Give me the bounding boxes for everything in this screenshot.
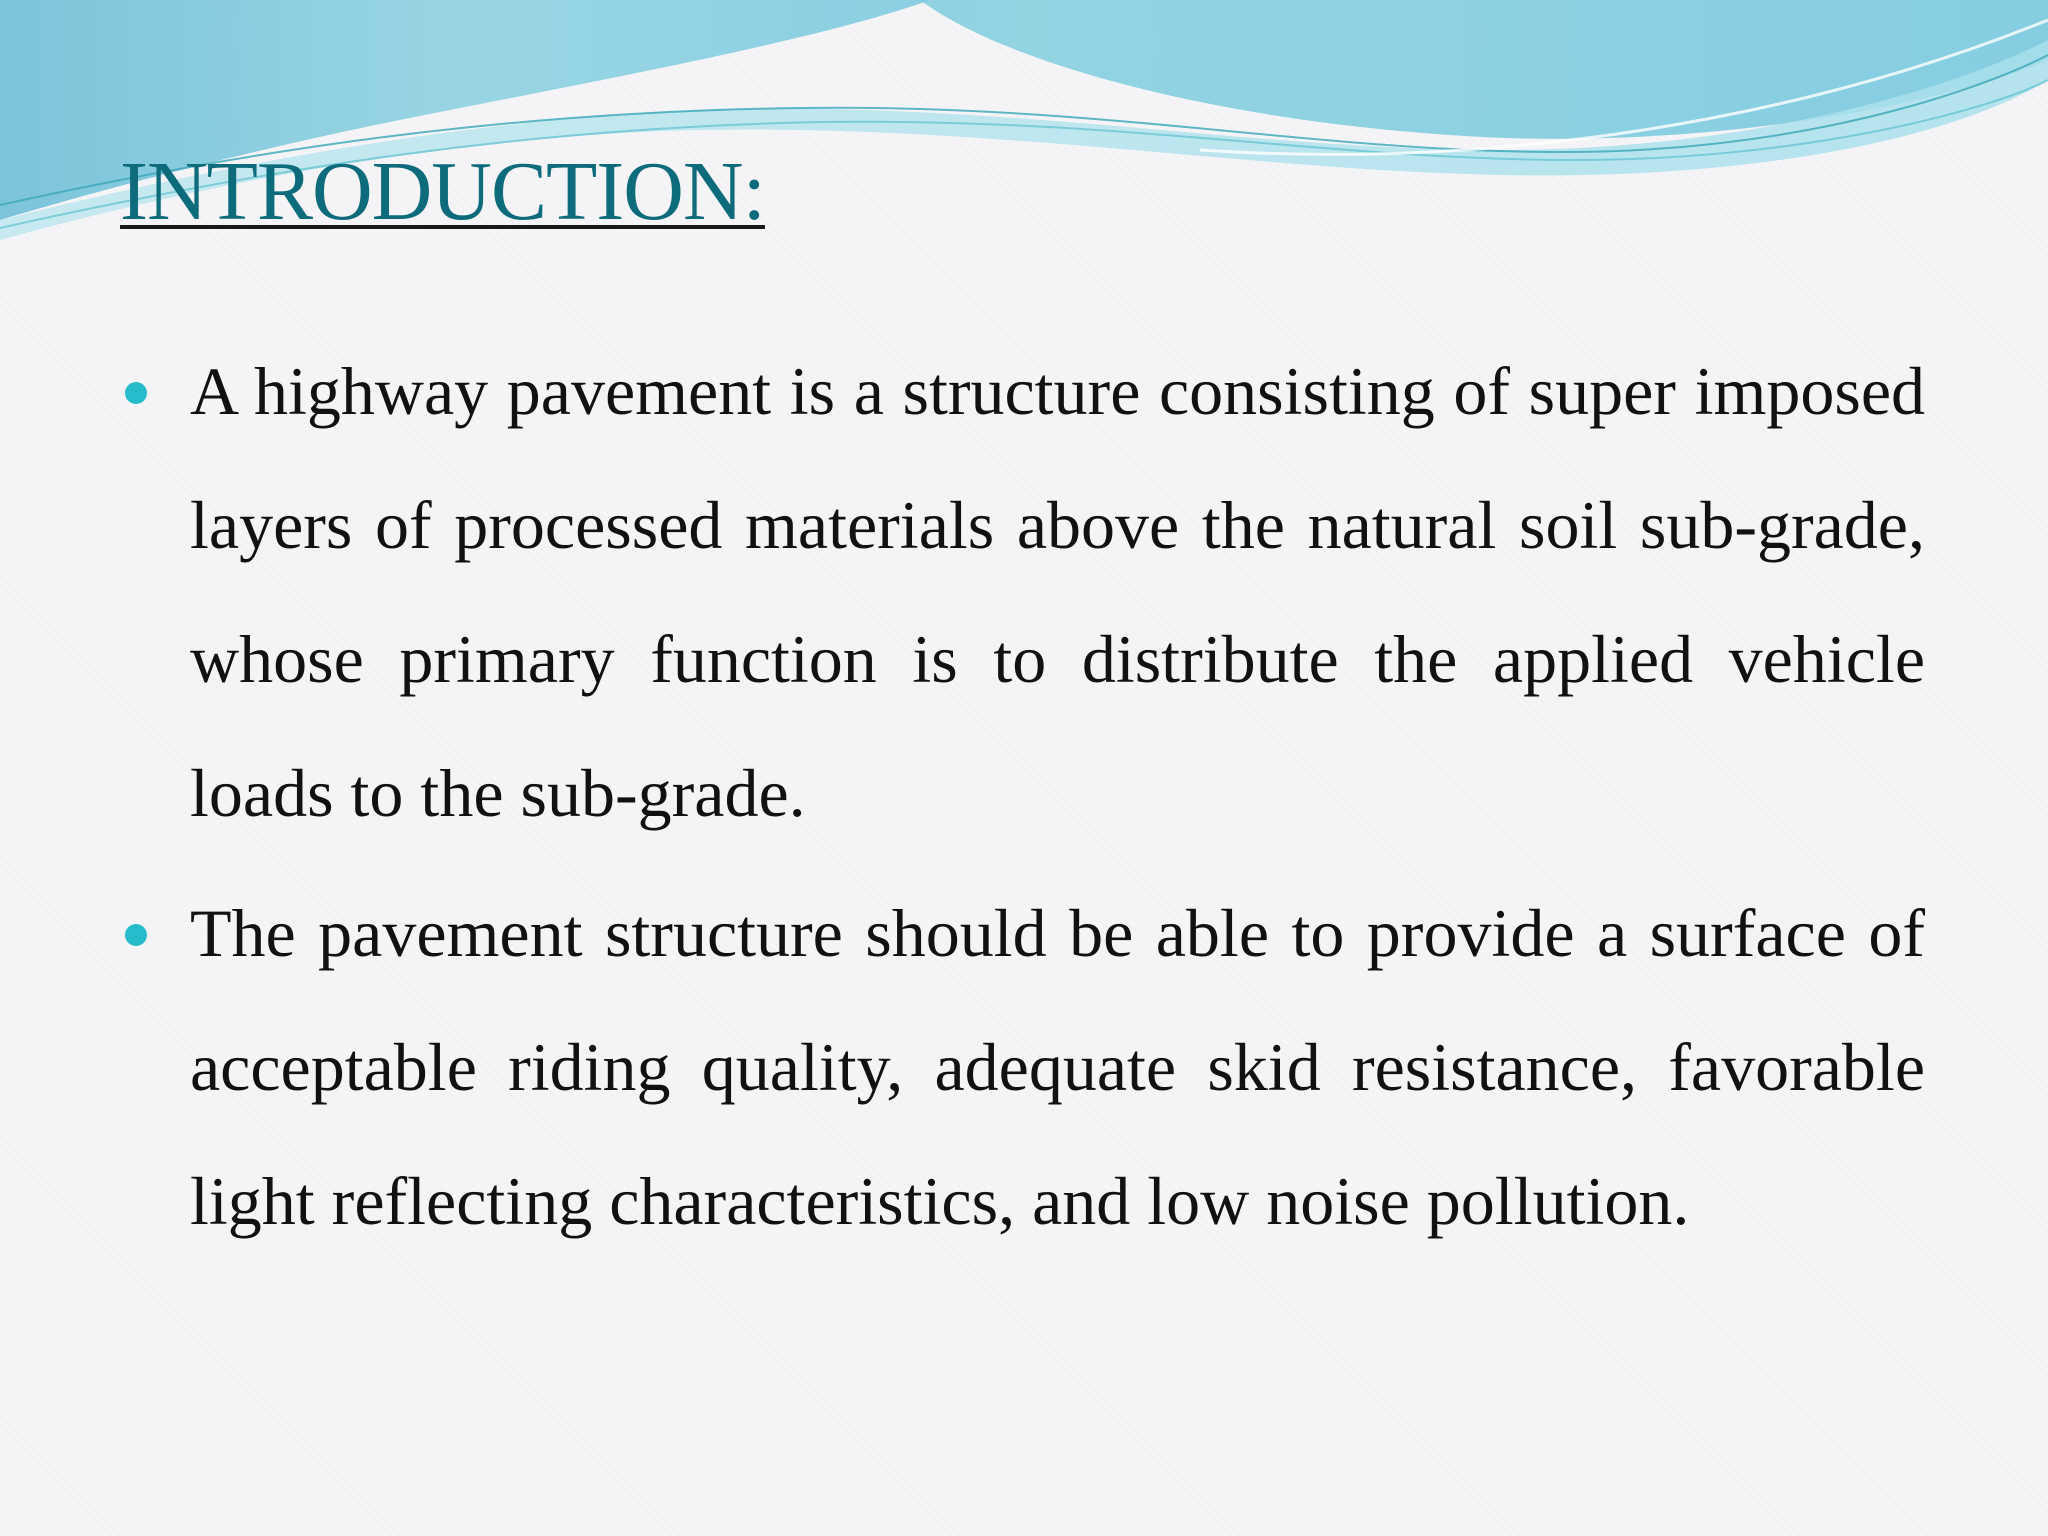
bullet-icon [125,924,147,946]
bullet-item-2 [125,882,1925,1268]
bullet-item-1 [125,340,1925,860]
bullet-list [125,340,1925,1290]
bullet-icon [125,382,147,404]
bullet-text-2: The pavement structure should be able to provide a surface of acceptable riding quality, adequate skid resistance, favorable light reflecting characteristics, and low noise pollution. [190,895,1925,1239]
bullet-text-1: A highway pavement is a structure consisting of super imposed layers of processed materials above the natural soil sub-grade, whose primary function is to distribute the applied vehicle loads to the sub-grade. [190,353,1925,831]
slide-title: INTRODUCTION: [120,145,765,238]
